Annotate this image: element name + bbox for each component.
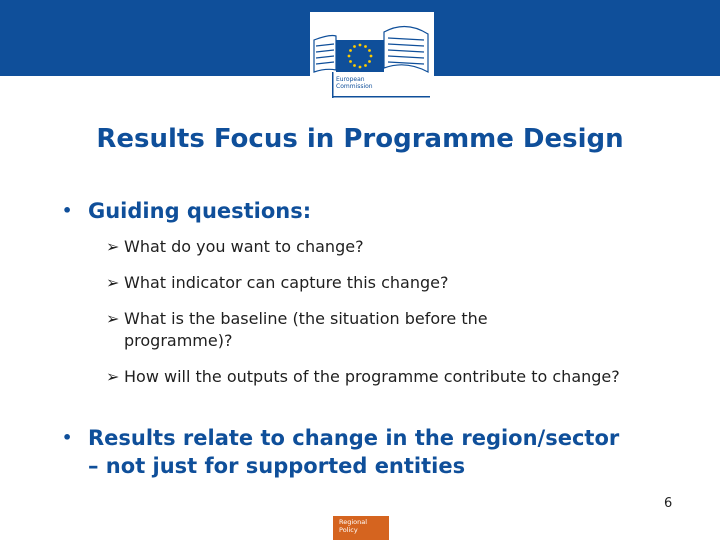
bullet-text: Results relate to change in the region/sector – not just for supported entities xyxy=(88,426,620,478)
european-commission-logo xyxy=(310,12,434,100)
logo-text xyxy=(336,76,432,90)
sub-bullet-text: How will the outputs of the programme contribute to change? xyxy=(124,367,620,386)
arrow-bullet-icon: ➢ xyxy=(106,273,120,292)
sub-bullet-text: What is the baseline (the situation before the programme)? xyxy=(124,309,488,350)
sub-bullet-text: What do you want to change? xyxy=(124,237,364,256)
badge-line-1: Regional xyxy=(339,518,368,526)
page-number: 6 xyxy=(664,496,673,511)
page-title: Results Focus in Programme Design xyxy=(96,124,624,154)
logo-line-1: European xyxy=(336,76,365,83)
bullet-dot-icon: • xyxy=(62,428,73,447)
arrow-bullet-icon: ➢ xyxy=(106,237,120,256)
bullet-dot-icon: • xyxy=(62,201,73,220)
sub-bullet-text: What indicator can capture this change? xyxy=(124,273,449,292)
bullet-text: Guiding questions: xyxy=(88,199,312,223)
regional-policy-badge xyxy=(333,516,389,540)
arrow-bullet-icon: ➢ xyxy=(106,367,120,386)
logo-line-2: Commission xyxy=(336,83,373,90)
badge-line-2: Policy xyxy=(339,526,358,534)
arrow-bullet-icon: ➢ xyxy=(106,309,120,328)
